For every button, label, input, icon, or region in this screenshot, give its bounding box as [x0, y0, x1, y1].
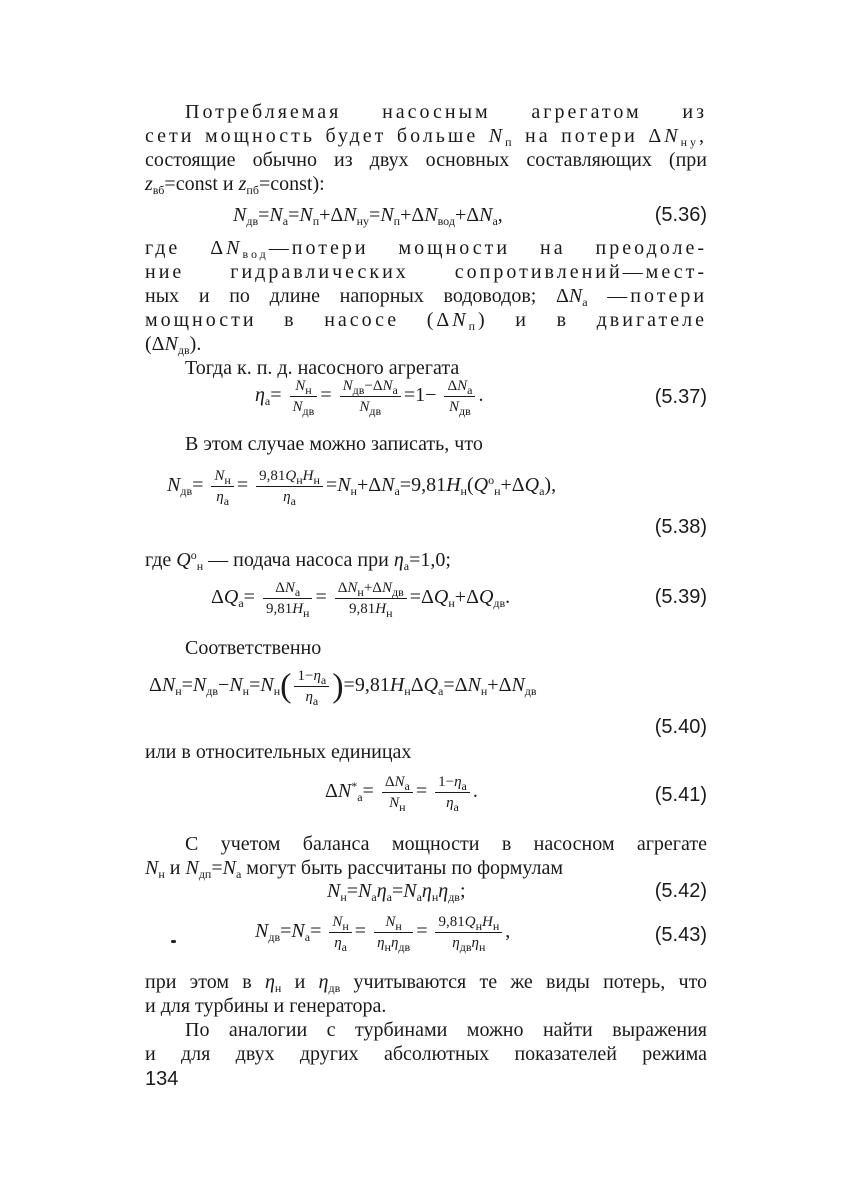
- text-line: сети мощность будет больше $N_п$ на потери $\Delta N_{ну}$,: [145, 125, 708, 149]
- text-line: Тогда к. п. д. насосного агрегата: [185, 357, 460, 379]
- text-line: ных и по длине напорных водоводов; $\Delta N_а$ —потери: [145, 285, 708, 309]
- text-line: при этом в $\eta_н$ и $\eta_{дв}$ учитываются те же виды потерь, что: [145, 971, 708, 995]
- ink-speck: [171, 940, 176, 943]
- page-number: 134: [145, 1068, 179, 1090]
- text-line: Соответственно: [185, 637, 322, 659]
- equation-number: (5.40): [654, 716, 707, 738]
- text-line: где $Q^о_н$ — подача насоса при $\eta_а=1,0$;: [145, 548, 451, 573]
- equation-5-43: $N_{дв}=N_а=$ $\frac{N_н}{\eta_а}$ = $\frac{N_н}{\eta_н\eta_{дв}}$ = $\frac{9,81Q_нH_н}{\eta_{дв}\eta_н}$ ,: [255, 914, 511, 954]
- equation-5-37: $\eta_а=$ $\frac{N_н}{N_{дв}}$ = $\frac{N_{дв}-\Delta N_а}{N_{дв}}$ =1− $\frac{\Delta N_а}{N_{дв}}$ .: [255, 378, 484, 418]
- text-line: и для турбины и генератора.: [145, 995, 387, 1017]
- text-line: и для двух других абсолютных показателей режима: [145, 1043, 707, 1065]
- equation-5-36: $N_{дв}=N_а=N_п+\Delta N_{ну}=N_п+\Delta N_{вод}+\Delta N_а$,: [233, 204, 503, 228]
- equation-number: (5.37): [654, 386, 707, 408]
- text-line: Потребляемая насосным агрегатом из: [185, 101, 707, 123]
- equation-number: (5.36): [654, 204, 707, 226]
- text-line: $N_н$ и $N_{дп}=N_а$ могут быть рассчитаны по формулам: [145, 857, 564, 881]
- text-line: или в относительных единицах: [145, 741, 412, 763]
- text-line: ние гидравлических сопротивлений—мест-: [145, 261, 707, 283]
- text-line: состоящие обычно из двух основных составляющих (при: [145, 149, 707, 171]
- equation-number: (5.38): [654, 516, 707, 538]
- text-line: По аналогии с турбинами можно найти выражения: [185, 1019, 707, 1041]
- equation-5-40: $\Delta N_н=N_{дв}-N_н=N_н$( $\frac{1-\eta_а}{\eta_а}$ )$=9,81H_н\Delta Q_а=\Delta N_н+\Delta N_{дв}$: [149, 667, 537, 708]
- text-line: где $\Delta N_{вод}—потери$ мощности на преодоле-: [145, 237, 707, 261]
- equation-number: (5.39): [654, 586, 707, 608]
- equation-number: (5.43): [654, 924, 707, 946]
- equation-5-42: $N_н=N_а\eta_а=N_а\eta_н\eta_{дв}$;: [327, 880, 466, 904]
- equation-5-41: $\Delta N^*_а=$ $\frac{\Delta N_а}{N_н}$ = $\frac{1-\eta_а}{\eta_а}$ .: [325, 774, 478, 814]
- equation-5-38: $N_{дв}=$ $\frac{N_н}{\eta_а}$ = $\frac{9,81Q_нH_н}{\eta_а}$ $=N_н+\Delta N_а=9,81H_н(Q^о_н+\Delta Q_а)$,: [167, 468, 557, 508]
- text-line: С учетом баланса мощности в насосном агрегате: [185, 833, 707, 855]
- text-line: В этом случае можно записать, что: [185, 433, 483, 455]
- equation-number: (5.41): [654, 784, 707, 806]
- text-line: $(\Delta N_{дв})$.: [145, 333, 202, 357]
- text-line: $z_{вб}=const$ и $z_{пб}=const$):: [145, 173, 325, 197]
- equation-5-39: $\Delta Q_а=$ $\frac{\Delta N_а}{9,81H_н}$ = $\frac{\Delta N_н+\Delta N_{дв}}{9,81H_н}$ $=\Delta Q_н+\Delta Q_{дв}$.: [211, 580, 511, 620]
- equation-number: (5.42): [654, 880, 707, 902]
- text-line: мощности в насосе $(\Delta N_п)$ и в двигателе: [145, 309, 707, 333]
